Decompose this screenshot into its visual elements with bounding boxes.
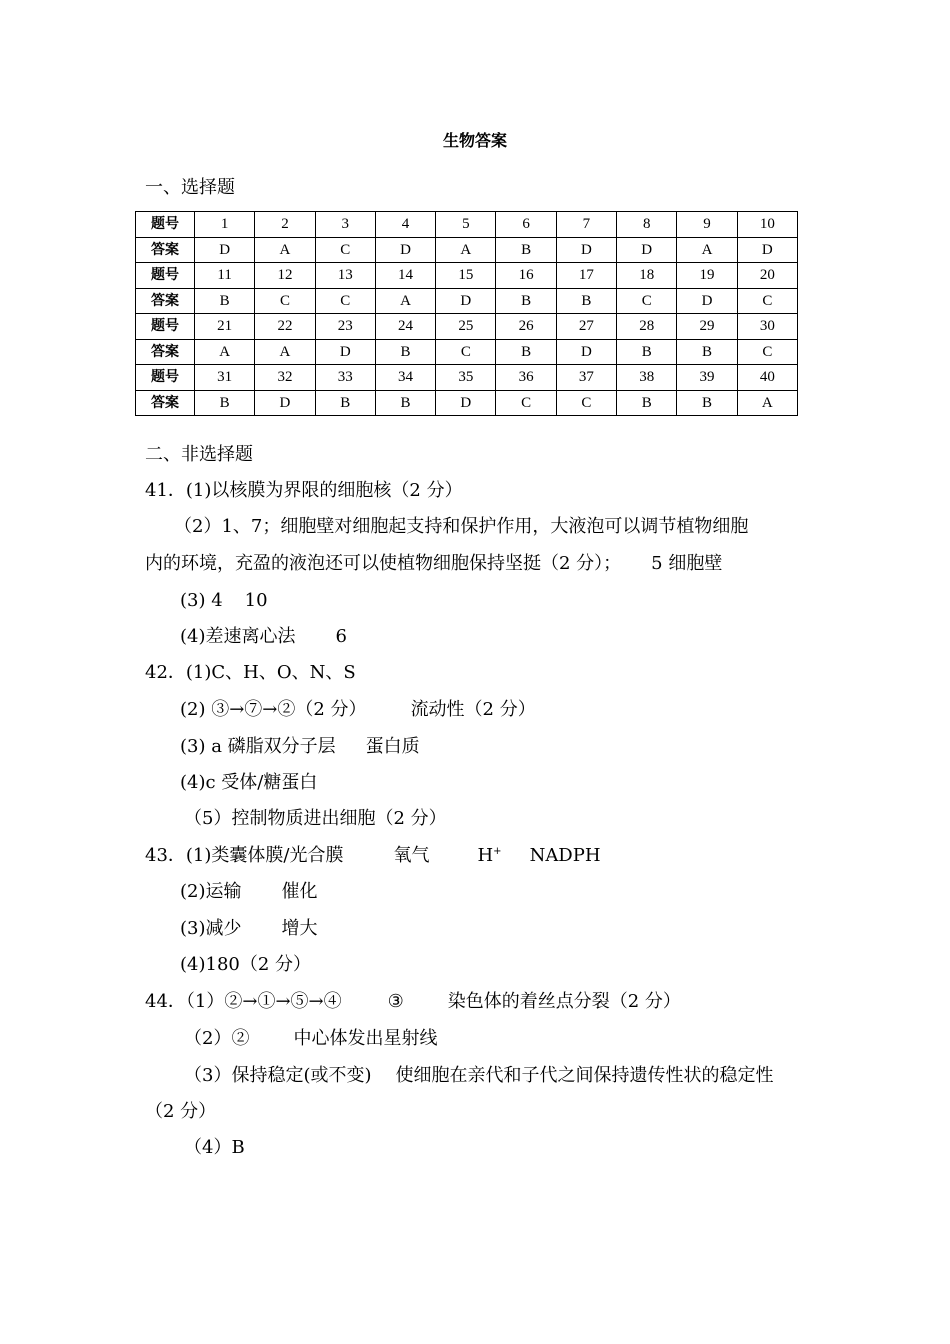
answer-letter-cell: A [255, 339, 315, 365]
q43-line-4: (4)180（2 分） [180, 954, 312, 975]
answer-letter-cell: B [195, 390, 255, 416]
answer-letter-cell: C [315, 237, 375, 263]
answer-letter-cell: C [436, 339, 496, 365]
answer-letter-cell: D [255, 390, 315, 416]
question-number-cell: 40 [737, 365, 797, 391]
q41-line-4-part-a: (3) 4 [180, 590, 223, 611]
row-header-question: 题号 [136, 212, 195, 238]
q41-line-5 [180, 626, 347, 648]
question-number-cell: 4 [375, 212, 435, 238]
answer-letter-cell: B [496, 288, 556, 314]
answer-letter-cell: D [436, 390, 496, 416]
q42-line-2 [180, 699, 536, 721]
q43-line-2-part-b: 催化 [281, 881, 318, 902]
question-number-cell: 2 [255, 212, 315, 238]
table-row-answers [136, 390, 798, 416]
answer-letter-cell: C [737, 288, 797, 314]
q44-line-2-part-b: 中心体发出星射线 [293, 1028, 438, 1049]
q43-line-3-part-b: 增大 [281, 918, 318, 939]
question-number-cell: 34 [375, 365, 435, 391]
question-number-cell: 33 [315, 365, 375, 391]
q44-line-1-part-b: ③ [387, 991, 404, 1012]
question-number-cell: 1 [195, 212, 255, 238]
answer-letter-cell: D [375, 237, 435, 263]
q43-line-1-part-d: NADPH [529, 845, 601, 866]
table-row-numbers [136, 365, 798, 391]
answer-letter-cell: A [737, 390, 797, 416]
q41-line-4-part-b: 10 [244, 590, 268, 611]
q42-line-3-part-b: 蛋白质 [365, 736, 420, 757]
answer-letter-cell: D [677, 288, 737, 314]
answer-letter-cell: C [255, 288, 315, 314]
q44-line-5: （4）B [184, 1137, 245, 1158]
table-row-numbers [136, 314, 798, 340]
question-number-cell: 31 [195, 365, 255, 391]
question-number-cell: 7 [556, 212, 616, 238]
question-number-cell: 9 [677, 212, 737, 238]
question-number-cell: 38 [617, 365, 677, 391]
q42-line-5: （5）控制物质进出细胞（2 分） [184, 808, 447, 829]
answer-letter-cell: B [195, 288, 255, 314]
row-header-question: 题号 [136, 263, 195, 289]
page-title: 生物答案 [442, 131, 507, 150]
q43-line-3 [180, 918, 318, 940]
answer-letter-cell: B [617, 390, 677, 416]
question-number-cell: 22 [255, 314, 315, 340]
question-number-cell: 19 [677, 263, 737, 289]
q41-line-3 [145, 553, 722, 575]
row-header-answer: 答案 [136, 237, 195, 263]
q42-line-4: (4)c 受体/糖蛋白 [180, 772, 318, 793]
answer-letter-cell: C [496, 390, 556, 416]
section-heading-nonchoice: 二、非选择题 [145, 444, 253, 465]
table-row-numbers [136, 212, 798, 238]
q44-line-2 [184, 1028, 437, 1050]
row-header-question: 题号 [136, 314, 195, 340]
q41-line-2: （2）1、7；细胞壁对细胞起支持和保护作用，大液泡可以调节植物细胞 [174, 516, 749, 537]
answer-letter-cell: B [375, 339, 435, 365]
q42-line-2-part-b: 流动性（2 分） [410, 699, 536, 720]
answer-letter-cell: D [556, 237, 616, 263]
answer-letter-cell: B [677, 390, 737, 416]
q44-line-3-part-b: 使细胞在亲代和子代之间保持遗传性状的稳定性 [395, 1065, 774, 1086]
q44-line-4: （2 分） [145, 1101, 217, 1122]
answer-letter-cell: D [617, 237, 677, 263]
table-row-numbers [136, 263, 798, 289]
question-number-cell: 21 [195, 314, 255, 340]
question-number-cell: 25 [436, 314, 496, 340]
q41-line-5-part-a: (4)差速离心法 [180, 626, 296, 647]
question-number-cell: 26 [496, 314, 556, 340]
question-number-cell: 23 [315, 314, 375, 340]
question-number-cell: 24 [375, 314, 435, 340]
answer-letter-cell: D [556, 339, 616, 365]
question-number-cell: 18 [617, 263, 677, 289]
question-number-cell: 27 [556, 314, 616, 340]
q44-line-1-part-c: 染色体的着丝点分裂（2 分） [447, 991, 681, 1012]
q44-line-2-part-a: （2）② [184, 1028, 250, 1049]
question-number-cell: 17 [556, 263, 616, 289]
answer-table [135, 211, 798, 416]
q42-line-2-part-a: (2) ③→⑦→②（2 分） [180, 699, 367, 720]
q43-line-3-part-a: (3)减少 [180, 918, 242, 939]
answer-letter-cell: A [375, 288, 435, 314]
question-number-cell: 15 [436, 263, 496, 289]
row-header-answer: 答案 [136, 288, 195, 314]
answer-letter-cell: D [737, 237, 797, 263]
row-header-question: 题号 [136, 365, 195, 391]
answer-letter-cell: C [556, 390, 616, 416]
table-row-answers [136, 288, 798, 314]
question-number-cell: 8 [617, 212, 677, 238]
answer-letter-cell: A [255, 237, 315, 263]
question-number-cell: 16 [496, 263, 556, 289]
question-number-cell: 11 [195, 263, 255, 289]
answer-letter-cell: B [677, 339, 737, 365]
answer-letter-cell: A [677, 237, 737, 263]
answer-letter-cell: B [496, 237, 556, 263]
question-number-cell: 20 [737, 263, 797, 289]
answer-letter-cell: B [556, 288, 616, 314]
q43-line-1-part-c: H+ [477, 845, 502, 866]
table-row-answers [136, 339, 798, 365]
answer-letter-cell: C [315, 288, 375, 314]
q44-line-3 [184, 1065, 774, 1087]
section-heading-choice: 一、选择题 [145, 177, 235, 198]
q44-line-1 [145, 991, 681, 1013]
q43-line-1 [145, 845, 601, 867]
question-number-cell: 29 [677, 314, 737, 340]
q42-line-3-part-a: (3) a 磷脂双分子层 [180, 736, 336, 757]
answer-letter-cell: D [436, 288, 496, 314]
q41-line-4 [180, 590, 268, 612]
q41-line-5-part-b: 6 [335, 626, 347, 647]
question-number-cell: 14 [375, 263, 435, 289]
question-number-cell: 5 [436, 212, 496, 238]
answer-letter-cell: A [195, 339, 255, 365]
q43-line-1-part-b: 氧气 [393, 845, 430, 866]
q42-line-3 [180, 736, 420, 758]
question-number-cell: 36 [496, 365, 556, 391]
question-number-cell: 3 [315, 212, 375, 238]
answer-letter-cell: C [737, 339, 797, 365]
question-number-cell: 32 [255, 365, 315, 391]
answer-letter-cell: B [496, 339, 556, 365]
q44-line-1-part-a: 44．（1）②→①→⑤→④ [145, 991, 342, 1012]
question-number-cell: 35 [436, 365, 496, 391]
q42-line-1: 42．(1)C、H、O、N、S [145, 662, 356, 683]
answer-letter-cell: B [315, 390, 375, 416]
table-row-answers [136, 237, 798, 263]
answer-letter-cell: D [195, 237, 255, 263]
question-number-cell: 30 [737, 314, 797, 340]
q43-line-1-part-a: 43．(1)类囊体膜/光合膜 [145, 845, 344, 866]
question-number-cell: 6 [496, 212, 556, 238]
q43-line-2-part-a: (2)运输 [180, 881, 242, 902]
q41-line-3-text: 内的环境，充盈的液泡还可以使植物细胞保持坚挺（2 分）； [145, 553, 622, 574]
q44-line-3-part-a: （3）保持稳定(或不变) [184, 1065, 372, 1086]
question-number-cell: 12 [255, 263, 315, 289]
row-header-answer: 答案 [136, 390, 195, 416]
question-number-cell: 10 [737, 212, 797, 238]
question-number-cell: 37 [556, 365, 616, 391]
answer-letter-cell: A [436, 237, 496, 263]
answer-letter-cell: D [315, 339, 375, 365]
answer-letter-cell: C [617, 288, 677, 314]
q41-line-3-answer: 5 细胞壁 [651, 553, 723, 574]
question-number-cell: 28 [617, 314, 677, 340]
answer-letter-cell: B [617, 339, 677, 365]
q43-line-2 [180, 881, 318, 903]
q41-line-1: 41．(1)以核膜为界限的细胞核（2 分） [145, 480, 463, 501]
row-header-answer: 答案 [136, 339, 195, 365]
answer-letter-cell: B [375, 390, 435, 416]
question-number-cell: 13 [315, 263, 375, 289]
question-number-cell: 39 [677, 365, 737, 391]
